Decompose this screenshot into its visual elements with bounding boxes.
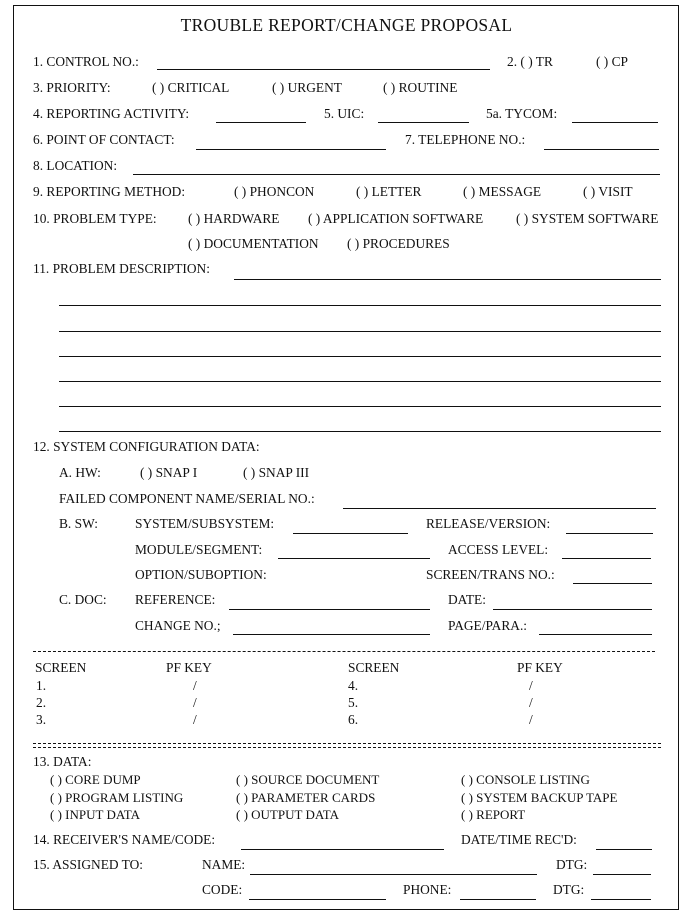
phone-label: PHONE:: [403, 882, 452, 897]
data-console-listing[interactable]: ( ) CONSOLE LISTING: [461, 772, 590, 787]
assigned-name-label: NAME:: [202, 857, 246, 872]
priority-critical[interactable]: ( ) CRITICAL: [152, 80, 230, 95]
problem-description-line-1[interactable]: [234, 279, 661, 280]
release-version-field[interactable]: [566, 533, 653, 534]
method-message[interactable]: ( ) MESSAGE: [463, 184, 542, 199]
phone-field[interactable]: [460, 899, 536, 900]
tycom-field[interactable]: [572, 122, 658, 123]
hw-label: A. HW:: [59, 465, 101, 480]
access-level-field[interactable]: [562, 558, 651, 559]
pfkey-row-2[interactable]: /: [193, 695, 197, 710]
assigned-code-label: CODE:: [202, 882, 243, 897]
doc-date-field[interactable]: [493, 609, 652, 610]
reference-field[interactable]: [229, 609, 430, 610]
data-input-data[interactable]: ( ) INPUT DATA: [50, 807, 141, 822]
screen-trans-field[interactable]: [573, 583, 652, 584]
screen-row-6[interactable]: 6.: [348, 712, 359, 727]
type-hardware[interactable]: ( ) HARDWARE: [188, 211, 280, 226]
type-documentation[interactable]: ( ) DOCUMENTATION: [188, 236, 319, 251]
page-para-field[interactable]: [539, 634, 652, 635]
screen-col-right: SCREEN: [348, 660, 400, 675]
method-visit[interactable]: ( ) VISIT: [583, 184, 633, 199]
screen-row-3[interactable]: 3.: [36, 712, 47, 727]
uic-field[interactable]: [378, 122, 469, 123]
data-output-data[interactable]: ( ) OUTPUT DATA: [236, 807, 340, 822]
date-time-received-field[interactable]: [596, 849, 652, 850]
data-report[interactable]: ( ) REPORT: [461, 807, 526, 822]
priority-label: 3. PRIORITY:: [33, 80, 111, 95]
pfkey-row-6[interactable]: /: [529, 712, 533, 727]
problem-description-line-5[interactable]: [59, 381, 661, 382]
change-no-label: CHANGE NO.;: [135, 618, 221, 633]
problem-description-line-7[interactable]: [59, 431, 661, 432]
reporting-method-label: 9. REPORTING METHOD:: [33, 184, 186, 199]
problem-description-line-6[interactable]: [59, 406, 661, 407]
failed-component-field[interactable]: [343, 508, 656, 509]
data-parameter-cards[interactable]: ( ) PARAMETER CARDS: [236, 790, 376, 805]
change-no-field[interactable]: [233, 634, 430, 635]
type-application-software[interactable]: ( ) APPLICATION SOFTWARE: [308, 211, 484, 226]
dtg-label-1: DTG:: [556, 857, 588, 872]
receiver-name-field[interactable]: [241, 849, 444, 850]
problem-description-line-3[interactable]: [59, 331, 661, 332]
method-letter[interactable]: ( ) LETTER: [356, 184, 422, 199]
telephone-label: 7. TELEPHONE NO.:: [405, 132, 526, 147]
reporting-activity-label: 4. REPORTING ACTIVITY:: [33, 106, 190, 121]
data-system-backup-tape[interactable]: ( ) SYSTEM BACKUP TAPE: [461, 790, 618, 805]
assigned-to-label: 15. ASSIGNED TO:: [33, 857, 143, 872]
pfkey-row-4[interactable]: /: [529, 678, 533, 693]
system-config-label: 12. SYSTEM CONFIGURATION DATA:: [33, 439, 260, 454]
access-level-label: ACCESS LEVEL:: [448, 542, 549, 557]
data-program-listing[interactable]: ( ) PROGRAM LISTING: [50, 790, 184, 805]
option-suboption-label: OPTION/SUBOPTION:: [135, 567, 267, 582]
system-subsystem-field[interactable]: [293, 533, 408, 534]
screen-row-5[interactable]: 5.: [348, 695, 359, 710]
telephone-field[interactable]: [544, 149, 659, 150]
data-core-dump[interactable]: ( ) CORE DUMP: [50, 772, 141, 787]
pfkey-row-3[interactable]: /: [193, 712, 197, 727]
data-source-document[interactable]: ( ) SOURCE DOCUMENT: [236, 772, 380, 787]
point-of-contact-field[interactable]: [196, 149, 386, 150]
module-segment-label: MODULE/SEGMENT:: [135, 542, 263, 557]
assigned-name-field[interactable]: [250, 874, 537, 875]
point-of-contact-label: 6. POINT OF CONTACT:: [33, 132, 175, 147]
priority-urgent[interactable]: ( ) URGENT: [272, 80, 342, 95]
location-field[interactable]: [133, 174, 660, 175]
priority-routine[interactable]: ( ) ROUTINE: [383, 80, 458, 95]
control-no-field[interactable]: [157, 69, 490, 70]
control-no-label: 1. CONTROL NO.:: [33, 54, 139, 69]
pfkey-col-left: PF KEY: [166, 660, 212, 675]
problem-description-label: 11. PROBLEM DESCRIPTION:: [33, 261, 210, 276]
screen-row-2[interactable]: 2.: [36, 695, 47, 710]
dtg-field-1[interactable]: [593, 874, 651, 875]
failed-component-label: FAILED COMPONENT NAME/SERIAL NO.:: [59, 491, 315, 506]
form-title: TROUBLE REPORT/CHANGE PROPOSAL: [180, 15, 513, 35]
screen-col-left: SCREEN: [35, 660, 87, 675]
release-version-label: RELEASE/VERSION:: [426, 516, 551, 531]
data-label: 13. DATA:: [33, 754, 92, 769]
dtg-field-2[interactable]: [591, 899, 651, 900]
method-phoncon[interactable]: ( ) PHONCON: [234, 184, 315, 199]
pfkey-col-right: PF KEY: [517, 660, 563, 675]
screen-trans-label: SCREEN/TRANS NO.:: [426, 567, 555, 582]
pfkey-row-5[interactable]: /: [529, 695, 533, 710]
doc-date-label: DATE:: [448, 592, 486, 607]
system-subsystem-label: SYSTEM/SUBSYSTEM:: [135, 516, 275, 531]
tr-option[interactable]: 2. ( ) TR: [507, 54, 553, 69]
doc-label: C. DOC:: [59, 592, 107, 607]
uic-label: 5. UIC:: [324, 106, 365, 121]
double-dashed-divider: [33, 743, 661, 748]
hw-snap-3[interactable]: ( ) SNAP III: [243, 465, 310, 480]
screen-row-1[interactable]: 1.: [36, 678, 47, 693]
screen-row-4[interactable]: 4.: [348, 678, 359, 693]
pfkey-row-1[interactable]: /: [193, 678, 197, 693]
type-system-software[interactable]: ( ) SYSTEM SOFTWARE: [516, 211, 659, 226]
tycom-label: 5a. TYCOM:: [486, 106, 558, 121]
location-label: 8. LOCATION:: [33, 158, 118, 173]
problem-type-label: 10. PROBLEM TYPE:: [33, 211, 157, 226]
hw-snap-1[interactable]: ( ) SNAP I: [140, 465, 198, 480]
assigned-code-field[interactable]: [249, 899, 386, 900]
receiver-name-label: 14. RECEIVER'S NAME/CODE:: [33, 832, 216, 847]
problem-description-line-2[interactable]: [59, 305, 661, 306]
module-segment-field[interactable]: [278, 558, 430, 559]
page-para-label: PAGE/PARA.:: [448, 618, 528, 633]
reporting-activity-field[interactable]: [216, 122, 306, 123]
dashed-divider: [33, 651, 655, 652]
cp-option[interactable]: ( ) CP: [596, 54, 628, 69]
date-time-received-label: DATE/TIME REC'D:: [461, 832, 577, 847]
type-procedures[interactable]: ( ) PROCEDURES: [347, 236, 450, 251]
problem-description-line-4[interactable]: [59, 356, 661, 357]
sw-label: B. SW:: [59, 516, 98, 531]
reference-label: REFERENCE:: [135, 592, 216, 607]
dtg-label-2: DTG:: [553, 882, 585, 897]
